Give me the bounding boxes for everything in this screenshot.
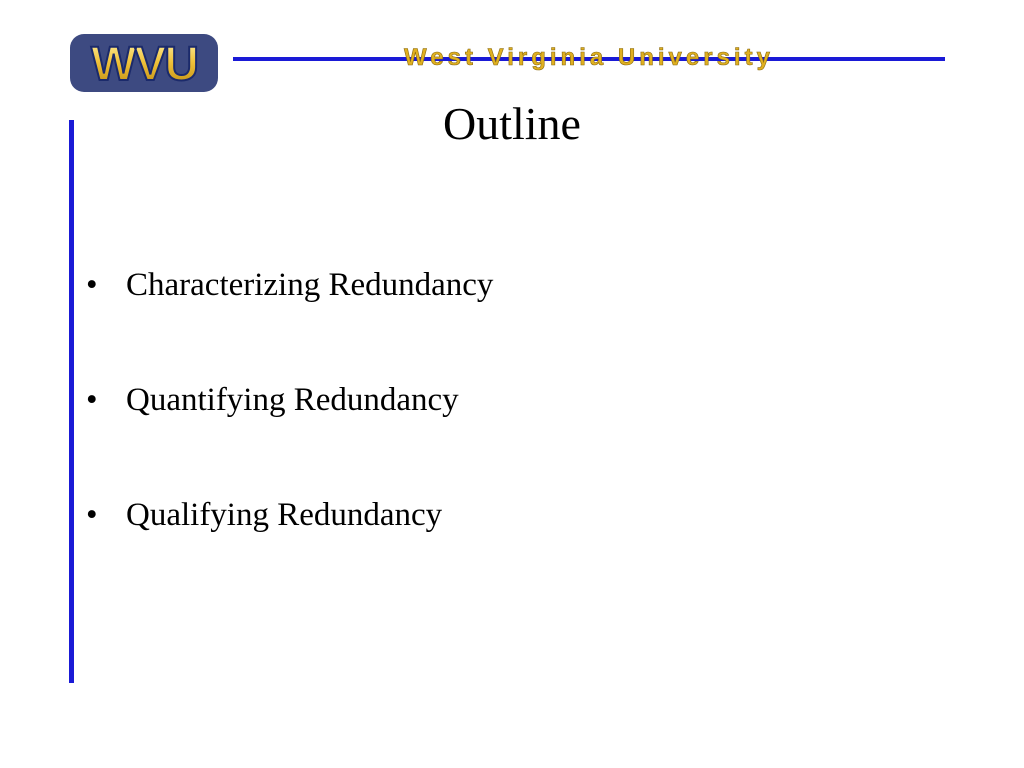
left-rule — [69, 120, 74, 683]
wordmark-text: West Virginia University — [404, 44, 774, 71]
bullet-glyph: • — [86, 267, 98, 303]
bullet-text: Characterizing Redundancy — [126, 267, 494, 303]
bullet-list — [86, 262, 493, 538]
bullet-glyph: • — [86, 497, 98, 533]
bullet-glyph: • — [86, 382, 98, 418]
bullet-text: Quantifying Redundancy — [126, 382, 459, 418]
slide-title: Outline — [443, 98, 581, 149]
university-wordmark — [344, 42, 834, 72]
wvu-logo-icon — [68, 30, 220, 96]
bullet-item — [86, 262, 493, 308]
bullet-item — [86, 492, 493, 538]
bullet-item — [86, 377, 493, 423]
bullet-text: Qualifying Redundancy — [126, 497, 443, 533]
logo-text: WVU — [91, 38, 197, 91]
